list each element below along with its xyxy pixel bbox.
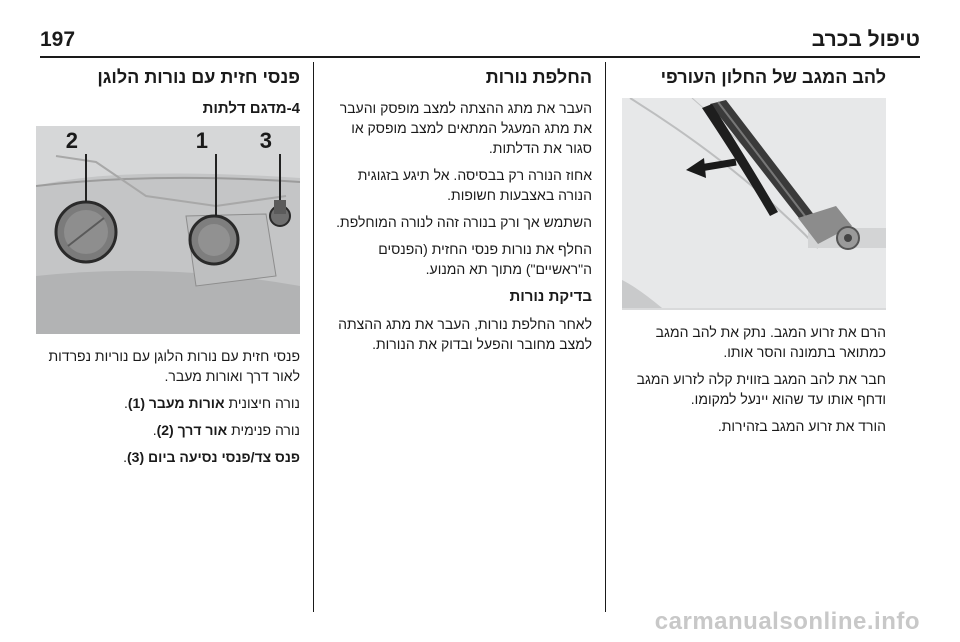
bulb-check-subtitle: בדיקת נורות (509, 288, 592, 305)
rear-wiper-illustration (622, 98, 886, 310)
figure-label-1: 1 (195, 128, 208, 153)
bulb-paragraph-4: החלף את נורות פנסי החזית (הפנסים ה"ראשיים") מתוך תא המנוע. (378, 241, 592, 277)
bulb-check-paragraph: לאחר החלפת נורות, העבר את מתג ההצתה למצב מחובר והפעל ובדוק את הנורות. (338, 316, 592, 352)
column-rear-wiper (620, 64, 886, 443)
rear-wiper-title: להב המגב של החלון העורפי (660, 67, 886, 87)
column-halogen-headlights (34, 64, 300, 474)
site-watermark: carmanualsonline.info (654, 608, 920, 635)
bulb-item-high-beam (34, 420, 300, 440)
column-divider-left (313, 62, 314, 612)
rear-wiper-paragraph-2: חבר את להב המגב בזווית קלה לזרוע המגב ודחף אותו עד שהוא יינעל למקומו. (636, 371, 886, 407)
headlight-illustration (36, 126, 300, 334)
halogen-headlights-title: פנסי חזית עם נורות הלוגן (97, 67, 300, 87)
item-term: אור דרך (2) (156, 422, 228, 438)
item-term: אורות מעבר (1) (127, 395, 225, 411)
section-title: טיפול בכרב (811, 28, 920, 51)
page-number: 197 (40, 28, 76, 51)
halogen-intro: פנסי חזית עם נורות הלוגן עם נוריות נפרדות לאור דרך ואורות מעבר. (48, 348, 300, 384)
four-door-subtitle: 4-מדגם דלתות (202, 100, 300, 117)
bulb-paragraph-1: העבר את מתג ההצתה למצב מופסק והעבר את מתג המעגל המתאים למצב מופסק או סגור את הדלתות. (339, 100, 592, 156)
column-bulb-replacement (326, 64, 592, 361)
figure-label-3: 3 (259, 128, 272, 153)
item-suffix: . (152, 422, 157, 438)
item-prefix: נורה פנימית (227, 422, 300, 438)
figure-label-2: 2 (65, 128, 78, 153)
page-header (40, 26, 920, 58)
item-prefix: נורה חיצונית (224, 395, 300, 411)
bulb-replacement-title: החלפת נורות (485, 67, 592, 87)
rear-wiper-paragraph-3: הורד את זרוע המגב בזהירות. (717, 418, 886, 434)
item-suffix: . (123, 395, 128, 411)
bulb-item-low-beam (34, 393, 300, 413)
bulb-item-side-light (34, 447, 300, 467)
column-divider-right (605, 62, 606, 612)
bulb-paragraph-3: השתמש אך ורק בנורה זהה לנורה המוחלפת. (336, 214, 592, 230)
item-term: פנס צד/פנסי נסיעה ביום (3) (127, 449, 300, 465)
bulb-paragraph-2: אחוז הנורה רק בבסיסה. אל תיגע בזגוגית הנורה באצבעות חשופות. (357, 167, 592, 203)
item-suffix: . (123, 449, 127, 465)
rear-wiper-paragraph-1: הרם את זרוע המגב. נתק את להב המגב כמתואר בתמונה והסר אותו. (655, 324, 886, 360)
